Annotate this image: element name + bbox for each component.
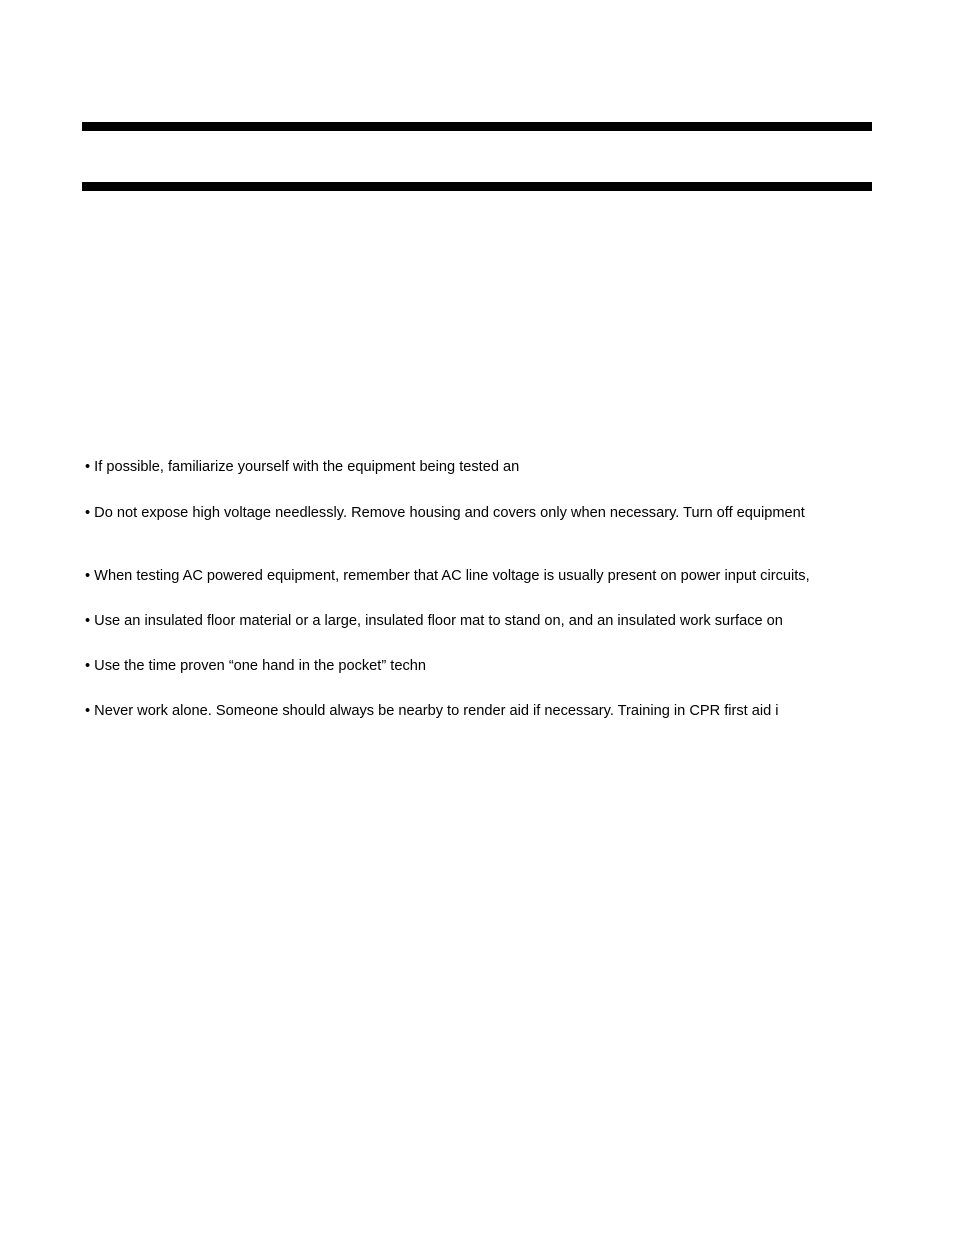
safety-list-item [85, 657, 426, 675]
safety-item-text: When testing AC powered equipment, remember that AC line voltage is usually present on power input circuits, [94, 568, 810, 584]
safety-list-item [85, 702, 779, 720]
safety-item-text: Use an insulated floor material or a large, insulated floor mat to stand on, and an insulated work surface on [94, 613, 783, 629]
safety-item-text: Never work alone. Someone should always be nearby to render aid if necessary. Training in CPR first aid i [94, 703, 779, 719]
safety-list-item [85, 567, 810, 585]
bullet-icon: • [85, 568, 91, 584]
safety-item-text: Do not expose high voltage needlessly. Remove housing and covers only when necessary. Turn off equipment [94, 505, 805, 521]
safety-list-item [85, 458, 519, 476]
header-top-rule [82, 122, 872, 131]
header-bottom-rule [82, 182, 872, 191]
safety-item-text: If possible, familiarize yourself with the equipment being tested an [94, 459, 520, 475]
safety-list-item [85, 612, 783, 630]
bullet-icon: • [85, 613, 91, 629]
safety-item-text: Use the time proven “one hand in the pocket” techn [94, 658, 426, 674]
bullet-icon: • [85, 658, 91, 674]
bullet-icon: • [85, 459, 91, 475]
bullet-icon: • [85, 703, 91, 719]
safety-list-item [85, 504, 805, 522]
bullet-icon: • [85, 505, 91, 521]
